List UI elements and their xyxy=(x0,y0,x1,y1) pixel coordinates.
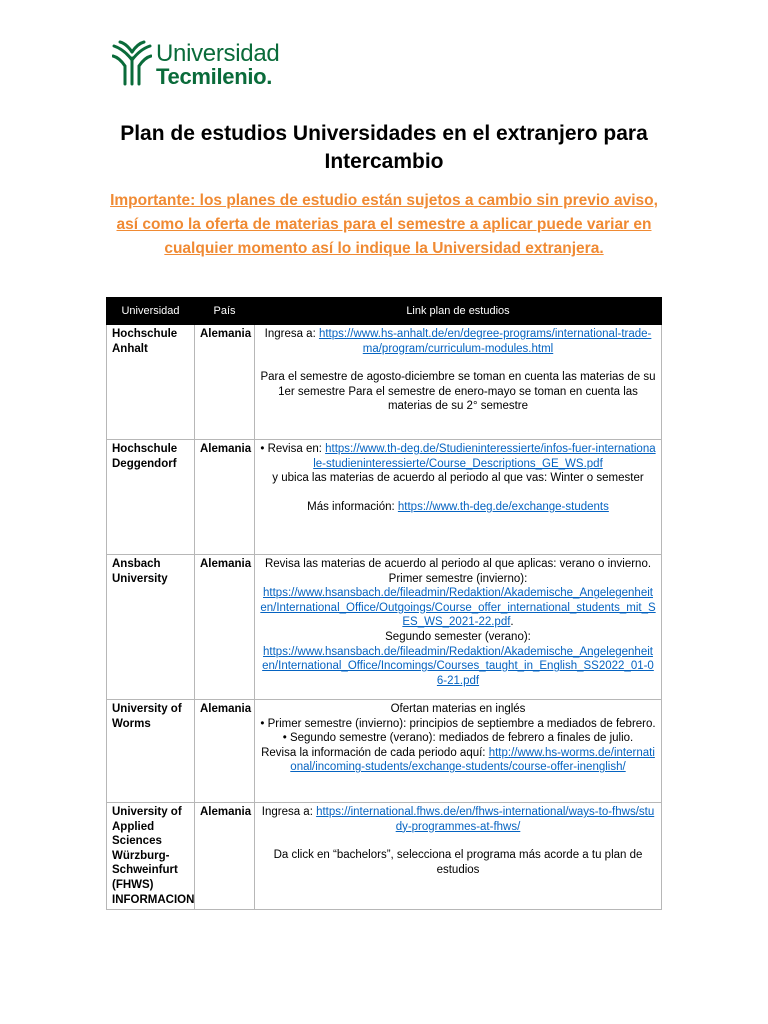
plan-line: Segundo semester (verano): xyxy=(385,630,531,643)
link-prefix: Más información: xyxy=(307,500,398,513)
study-plan-link[interactable]: https://www.hs-anhalt.de/en/degree-programs/international-trade-ma/program/curriculum-modules.html xyxy=(318,328,652,355)
link-prefix: Ingresa a: xyxy=(261,806,317,818)
plan-line xyxy=(260,645,656,689)
header-pais: País xyxy=(195,298,255,325)
cell-university: Hochschule Anhalt xyxy=(107,325,195,440)
link-prefix: Revisa la información de cada periodo aquí: xyxy=(261,746,489,759)
plan-line: Para el semestre de agosto-diciembre se toman en cuenta las materias de su 1er semestre Para el semestre de enero-mayo se toman en cuenta las materias de su 2° semestre xyxy=(260,371,656,413)
plan-line: • Segundo semestre (verano): mediados de febrero a finales de julio. xyxy=(282,732,634,745)
link-prefix: • Revisa en: xyxy=(260,443,326,455)
cell-country: Alemania xyxy=(195,325,255,440)
plan-line xyxy=(260,327,656,356)
study-plan-link[interactable]: https://www.th-deg.de/exchange-students xyxy=(397,500,609,513)
study-plan-link[interactable]: https://international.fhws.de/en/fhws-international/ways-to-fhws/study-programmes-at-fhws/ xyxy=(316,806,655,833)
cell-study-plan xyxy=(255,325,662,440)
plan-line: Ofertan materias en inglés xyxy=(390,703,526,715)
cell-university: University of Applied Sciences Würzburg-Schweinfurt (FHWS) INFORMACION xyxy=(107,803,195,910)
plan-line: Revisa las materias de acuerdo al periodo al que aplicas: verano o invierno. Primer semestre (invierno): xyxy=(264,558,652,585)
cell-university: Hochschule Deggendorf xyxy=(107,440,195,555)
university-logo xyxy=(112,40,312,90)
plan-line: • Primer semestre (invierno): principios de septiembre a mediados de febrero. xyxy=(260,717,656,730)
study-plan-table xyxy=(106,297,662,910)
header-universidad: Universidad xyxy=(107,298,195,325)
plan-line xyxy=(260,356,656,370)
cell-study-plan xyxy=(255,803,662,910)
link-suffix: . xyxy=(510,616,514,629)
cell-university: Ansbach University xyxy=(107,555,195,700)
cell-country: Alemania xyxy=(195,440,255,555)
study-plan-link[interactable]: https://www.th-deg.de/Studieninteressierte/infos-fuer-internationale-studieninteressierte/Course_Descriptions_GE_WS.pdf xyxy=(313,443,656,470)
plan-line xyxy=(260,746,656,775)
plan-line xyxy=(260,486,656,500)
header-link-plan: Link plan de estudios xyxy=(255,298,662,325)
cell-study-plan xyxy=(255,555,662,700)
logo-text-tecmilenio: Tecmilenio. xyxy=(156,64,273,89)
table-row xyxy=(107,555,662,700)
cell-country: Alemania xyxy=(195,555,255,700)
plan-line xyxy=(260,805,656,834)
table-row xyxy=(107,803,662,910)
cell-study-plan xyxy=(255,440,662,555)
study-plan-link[interactable]: https://www.hsansbach.de/fileadmin/Redaktion/Akademische_Angelegenheiten/International_Office/Incomings/Courses_taught_in_English_SS2022_01-06-21.pdf xyxy=(262,645,654,687)
plan-line: y ubica las materias de acuerdo al periodo al que vas: Winter o semester xyxy=(272,472,644,485)
page-title: Plan de estudios Universidades en el extranjero para Intercambio xyxy=(120,122,648,173)
table-row xyxy=(107,700,662,803)
table-header-row xyxy=(107,298,662,325)
tecmilenio-leaf-icon xyxy=(112,40,152,86)
cell-country: Alemania xyxy=(195,700,255,803)
cell-university: University of Worms xyxy=(107,700,195,803)
plan-line: Da click en “bachelors”, selecciona el programa más acorde a tu plan de estudios xyxy=(273,849,643,876)
plan-line xyxy=(260,442,656,471)
plan-line xyxy=(260,500,656,515)
plan-line xyxy=(260,834,656,848)
logo-text-universidad: Universidad xyxy=(156,40,280,67)
cell-country: Alemania xyxy=(195,803,255,910)
table-row xyxy=(107,440,662,555)
study-plan-link[interactable]: http://www.hs-worms.de/international/incoming-students/exchange-students/course-offer-inenglish/ xyxy=(290,746,655,774)
plan-line xyxy=(260,586,656,630)
table-row xyxy=(107,325,662,440)
link-prefix: Ingresa a: xyxy=(264,328,319,340)
cell-study-plan xyxy=(255,700,662,803)
study-plan-link[interactable]: https://www.hsansbach.de/fileadmin/Redaktion/Akademische_Angelegenheiten/International_Office/Outgoings/Course_offer_international_students_mit_SES_WS_2021-22.pdf xyxy=(260,587,656,629)
important-notice: Importante: los planes de estudio están sujetos a cambio sin previo aviso, así como la oferta de materias para el semestre a aplicar puede variar en cualquier momento así lo indique la Universidad extranjera. xyxy=(110,192,658,257)
